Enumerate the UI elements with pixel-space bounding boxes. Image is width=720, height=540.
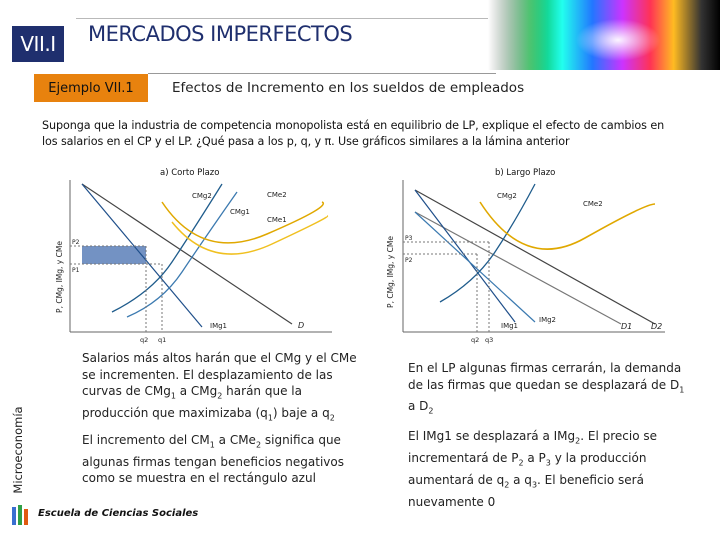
chart-b-label-img2: IMg2 <box>539 316 557 324</box>
right-p2-text-c: a P <box>523 450 546 465</box>
side-label-text: Microeconomía <box>11 406 25 494</box>
chart-a-label-q2: q2 <box>140 336 149 344</box>
left-paragraph-1 <box>82 350 357 427</box>
right-p2-sub-5: 3 <box>531 480 538 490</box>
left-p1-sub-4: 2 <box>329 413 335 423</box>
left-p1-text-b: a CMg <box>175 384 218 398</box>
left-p1-text-d: ) baje a q <box>272 405 330 420</box>
side-label <box>8 400 28 500</box>
chart-b-label-q3: q3 <box>485 336 494 344</box>
chart-b-label-cme: CMe2 <box>583 200 603 208</box>
chart-a-label-cme1: CMe1 <box>267 216 287 224</box>
chart-a-ylabel: P, CMg, IMg, y CMe <box>55 241 64 313</box>
right-p2-text-b: . El precio se incrementará de P <box>408 429 657 465</box>
chart-b-label-d1: D1 <box>621 322 633 331</box>
chart-a-label-p1: P1 <box>72 267 80 274</box>
chart-b-label-p2: P2 <box>405 257 413 264</box>
right-p2-text-f: . El beneficio será nuevamente 0 <box>408 472 644 509</box>
chart-a-title: a) Corto Plazo <box>160 168 220 178</box>
chart-b-ylabel: P, CMg, IMg, y CMe <box>386 236 395 308</box>
chart-a-label-p2: P2 <box>72 239 80 246</box>
left-p1-sub-3: 1 <box>267 413 273 423</box>
chart-a-label-img: IMg1 <box>210 322 228 330</box>
header-rule <box>76 18 508 19</box>
chart-a-label-cmg2: CMg2 <box>192 192 212 200</box>
chart-a-label-cme2: CMe2 <box>267 191 287 199</box>
right-p2-sub-4: 2 <box>504 480 510 490</box>
chart-a-label-q1: q1 <box>158 336 167 344</box>
chart-b-label-img1: IMg1 <box>501 322 519 330</box>
problem-statement: Suponga que la industria de competencia monopolista está en equilibrio de LP, explique el efecto de cambios en los salarios en el CP y el LP. ¿Qué pasa a los p, q, y π. Use gráficos similares a la lámina anterior <box>42 119 665 148</box>
left-p2-sub-2: 2 <box>255 440 262 450</box>
left-p2-sub-1: 1 <box>209 440 215 450</box>
header-decoration-fade <box>488 0 548 70</box>
left-p2-text-c: significa que algunas firmas tengan beneficios negativos como se muestra en el rectángulo azul <box>82 433 344 486</box>
right-p2-text-d: y la producción aumentará de q <box>408 450 647 487</box>
left-p2-text-b: a CMe <box>214 433 256 447</box>
example-badge: Ejemplo VII.1 <box>34 74 148 102</box>
chart-long-run <box>385 162 675 350</box>
chart-b-cme-curve <box>480 202 655 249</box>
page-title: MERCADOS IMPERFECTOS <box>88 22 353 46</box>
chart-b-label-d2: D2 <box>651 322 663 331</box>
example-title: Efectos de Incremento en los sueldos de empleados <box>172 80 525 96</box>
school-logo-icon <box>10 503 34 527</box>
left-p1-sub-2: 2 <box>217 391 223 401</box>
chart-b-d1-curve <box>415 190 655 324</box>
example-rule <box>148 73 496 74</box>
school-logo-text: Escuela de Ciencias Sociales <box>38 508 199 519</box>
right-p2-sub-2: 2 <box>518 458 524 468</box>
right-p2-sub-1: 2 <box>575 436 581 446</box>
chart-b-img1-curve <box>415 190 515 322</box>
chart-b-label-p3: P3 <box>405 235 413 242</box>
left-paragraph-2 <box>82 432 357 487</box>
chart-b-title: b) Largo Plazo <box>495 168 556 178</box>
chart-a-label-d: D <box>298 321 305 330</box>
right-p1-text-a: En el LP algunas firmas cerrarán, la demanda de las firmas que quedan se desplazará de D <box>408 361 682 392</box>
chart-short-run <box>52 162 342 350</box>
chart-a-label-cmg1: CMg1 <box>230 208 250 216</box>
right-paragraph-1 <box>408 360 693 420</box>
chart-b-label-q2: q2 <box>471 336 480 344</box>
right-p2-text-e: a q <box>509 472 532 487</box>
left-p2-text-a: El incremento del CM <box>82 433 210 447</box>
chart-b-label-cmg: CMg2 <box>497 192 517 200</box>
right-p1-sub-1: 1 <box>679 384 685 394</box>
right-paragraph-2 <box>408 428 693 510</box>
chapter-badge: VII.I <box>12 26 64 62</box>
right-p2-text-a: El IMg1 se desplazará a IMg <box>408 429 576 443</box>
right-p1-sub-2: 2 <box>428 406 434 416</box>
right-p1-text-b: a D <box>408 399 429 414</box>
left-p1-text-a: Salarios más altos harán que el CMg y el CMe se incrementen. El desplazamiento de las curvas de CMg <box>82 351 357 398</box>
right-p2-sub-3: 3 <box>545 458 551 468</box>
left-p1-sub-1: 1 <box>170 391 176 401</box>
left-p1-text-c: harán que la producción que maximizaba (q <box>82 384 302 420</box>
